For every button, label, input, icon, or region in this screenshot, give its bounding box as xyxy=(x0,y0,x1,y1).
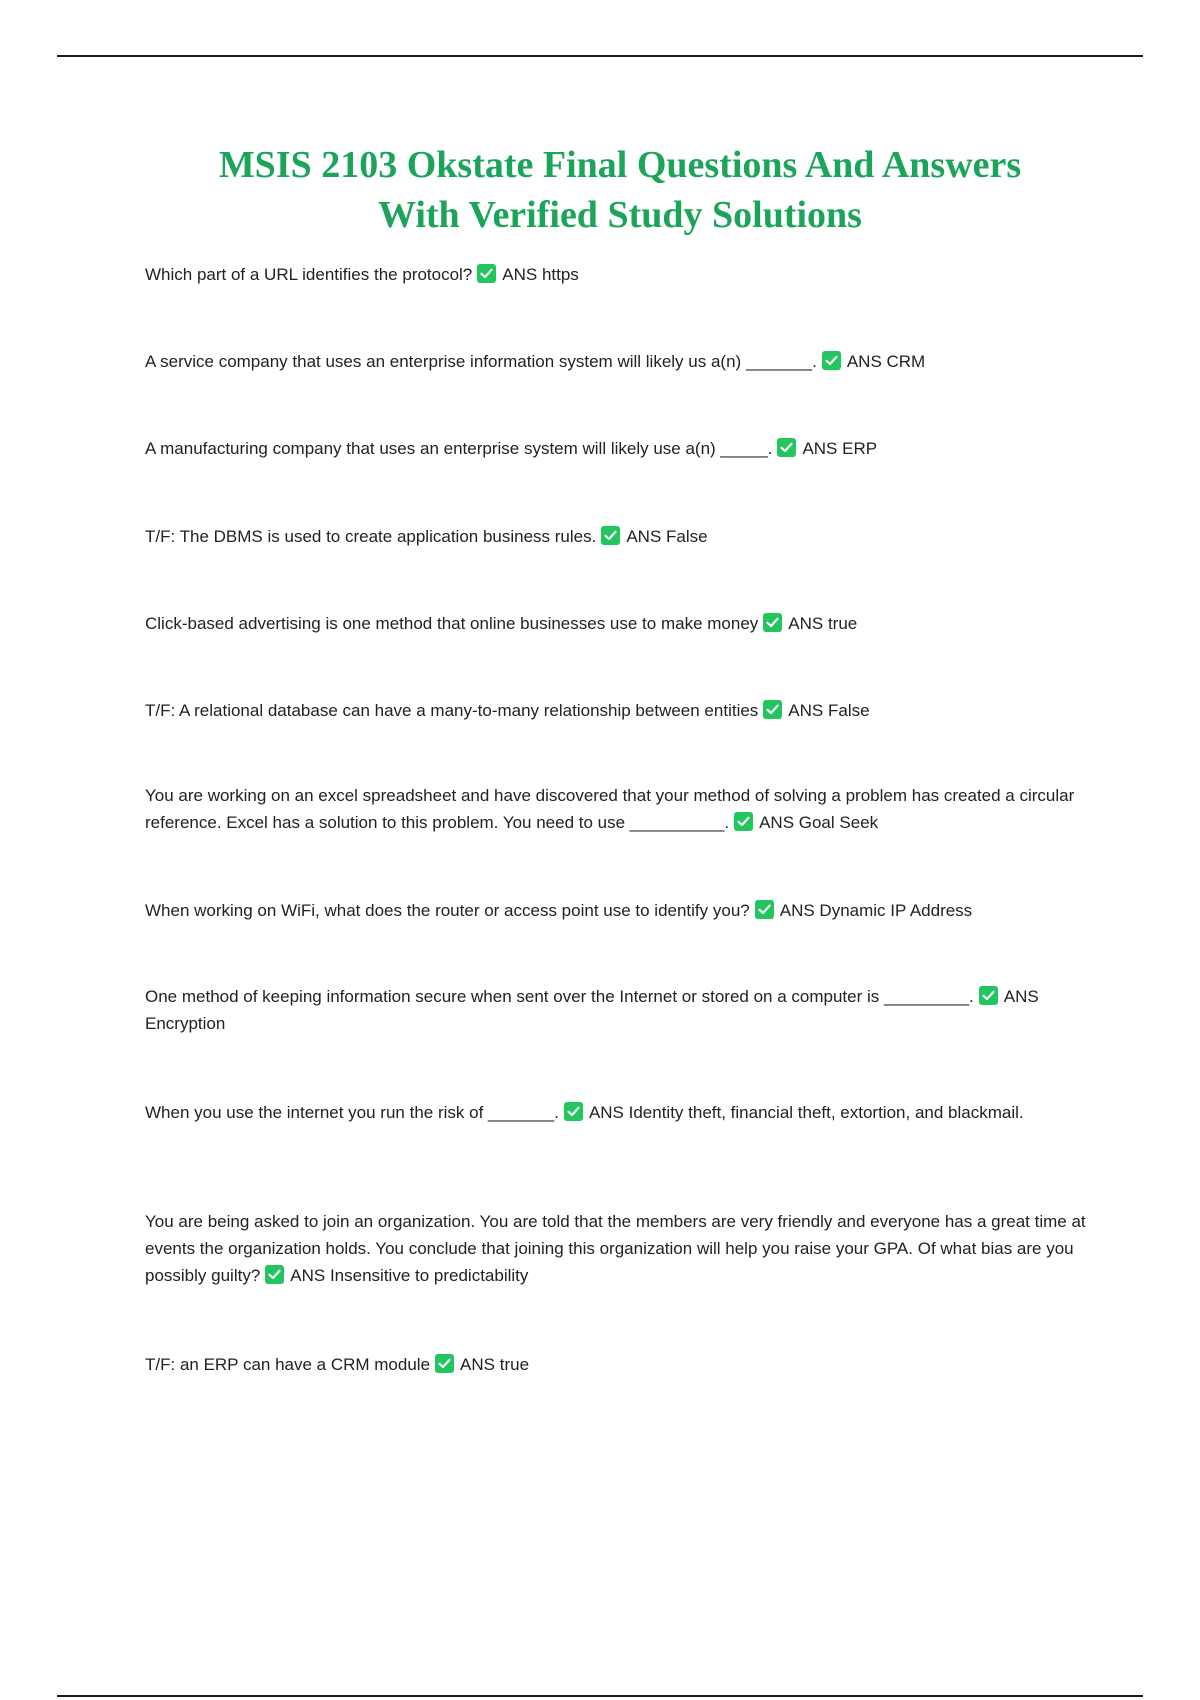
answer-text: ANS Identity theft, financial theft, extortion, and blackmail. xyxy=(588,1103,1024,1122)
answer-text: ANS Insensitive to predictability xyxy=(290,1266,529,1285)
check-box-icon xyxy=(734,812,753,831)
title-line-1: MSIS 2103 Okstate Final Questions And Answers xyxy=(218,144,1022,186)
qa-item xyxy=(145,897,1095,924)
question-text: A service company that uses an enterprise information system will likely us a(n) _______. xyxy=(145,352,817,371)
qa-item xyxy=(145,1351,1095,1378)
footer-rule xyxy=(57,1695,1143,1697)
answer-text: ANS CRM xyxy=(846,352,926,371)
answer-text: ANS False xyxy=(788,701,870,720)
answer-text: ANS true xyxy=(460,1355,530,1374)
question-text: You are being asked to join an organization. You are told that the members are very friendly and everyone has a great time at events the organization holds. You conclude that joining this organization will help you raise your GPA. Of what bias are you possibly guilty? xyxy=(145,1212,1086,1285)
check-box-icon xyxy=(777,438,796,457)
question-text: You are working on an excel spreadsheet and have discovered that your method of solving a problem has created a circular reference. Excel has a solution to this problem. You need to use __________. xyxy=(145,786,1075,832)
answer-text: ANS true xyxy=(788,614,858,633)
question-text: Which part of a URL identifies the protocol? xyxy=(145,265,473,284)
question-text: T/F: an ERP can have a CRM module xyxy=(145,1355,431,1374)
qa-item xyxy=(145,1099,1095,1126)
question-text: T/F: A relational database can have a many-to-many relationship between entities xyxy=(145,701,759,720)
check-box-icon xyxy=(979,986,998,1005)
qa-item xyxy=(145,697,1095,724)
check-box-icon xyxy=(564,1102,583,1121)
answer-text: ANS Dynamic IP Address xyxy=(779,901,973,920)
qa-item xyxy=(145,782,1095,836)
check-box-icon xyxy=(755,900,774,919)
check-box-icon xyxy=(822,351,841,370)
qa-item xyxy=(145,348,1095,375)
answer-text: ANS Encryption xyxy=(145,987,1039,1033)
qa-item xyxy=(145,435,1095,462)
qa-item xyxy=(145,610,1095,637)
answer-text: ANS Goal Seek xyxy=(759,813,879,832)
question-text: One method of keeping information secure when sent over the Internet or stored on a computer is _________. xyxy=(145,987,974,1006)
qa-item xyxy=(145,261,1095,288)
question-text: Click-based advertising is one method that online businesses use to make money xyxy=(145,614,759,633)
question-text: T/F: The DBMS is used to create application business rules. xyxy=(145,527,597,546)
check-box-icon xyxy=(601,526,620,545)
answer-text: ANS ERP xyxy=(802,439,878,458)
question-text: When working on WiFi, what does the router or access point use to identify you? xyxy=(145,901,750,920)
check-box-icon xyxy=(435,1354,454,1373)
check-box-icon xyxy=(763,700,782,719)
check-box-icon xyxy=(763,613,782,632)
question-text: When you use the internet you run the risk of _______. xyxy=(145,1103,559,1122)
header-rule xyxy=(57,55,1143,57)
check-box-icon xyxy=(265,1265,284,1284)
check-box-icon xyxy=(477,264,496,283)
answer-text: ANS https xyxy=(502,265,579,284)
qa-item xyxy=(145,1208,1095,1289)
qa-item xyxy=(145,523,1095,550)
answer-text: ANS False xyxy=(626,527,708,546)
qa-item xyxy=(145,983,1095,1037)
document-title xyxy=(100,140,1140,240)
question-text: A manufacturing company that uses an enterprise system will likely use a(n) _____. xyxy=(145,439,773,458)
title-line-2: With Verified Study Solutions xyxy=(378,194,862,236)
